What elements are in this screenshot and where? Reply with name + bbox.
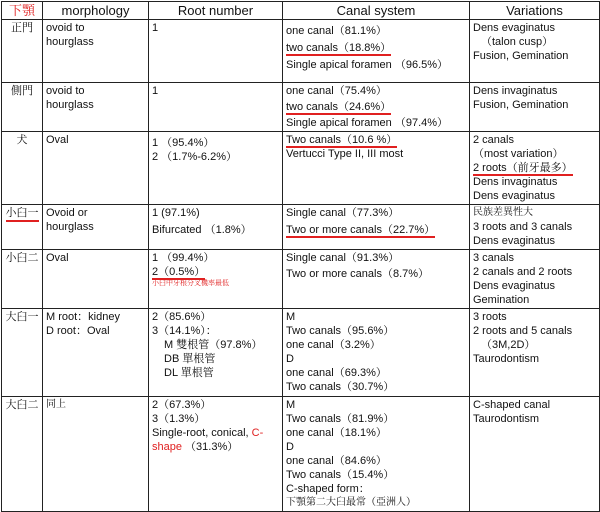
- root-text: 2（85.6%）: [152, 311, 212, 323]
- variation-text: 2 roots and 5 canals: [473, 325, 573, 337]
- variations-cell: [470, 132, 600, 205]
- tooth-label: 側門: [2, 83, 43, 132]
- canal-text: one canal（84.6%）: [286, 455, 387, 467]
- canal-text: D: [286, 441, 294, 453]
- root-annotation: 小臼中牙根分叉機率最低: [152, 280, 229, 287]
- canal-text: Two canals（30.7%）: [286, 381, 395, 393]
- morphology-text: Oval: [46, 252, 69, 264]
- header-morphology: morphology: [43, 2, 149, 20]
- morphology-text: D root：Oval: [46, 325, 110, 337]
- morphology-cell: [43, 20, 149, 83]
- canal-text: 下顎第二大臼最常（亞洲人）: [286, 497, 416, 508]
- canal-text: M: [286, 399, 296, 411]
- variation-text: 民族差異性大: [473, 207, 533, 218]
- variation-text: 3 canals: [473, 252, 514, 264]
- morphology-text: Oval: [46, 134, 69, 146]
- root-text: DB 單根管: [164, 353, 216, 365]
- canal-text: Single apical foramen （97.4%）: [286, 117, 449, 129]
- morphology-text: 同上: [46, 399, 66, 410]
- canal-text-highlighted: two canals（24.6%）: [286, 101, 392, 113]
- header-variations: Variations: [470, 2, 600, 20]
- morphology-cell: [43, 397, 149, 512]
- root-text: 1 （99.4%）: [152, 252, 215, 264]
- table-row: [2, 20, 600, 83]
- canal-text: C-shaped form：: [286, 483, 370, 495]
- header-jaw: 下顎: [2, 2, 43, 20]
- root-cell: [149, 309, 283, 397]
- canal-text-highlighted: Two or more canals（22.7%）: [286, 224, 436, 236]
- canal-cell: [283, 397, 470, 512]
- variations-cell: [470, 83, 600, 132]
- canal-text: one canal（69.3%）: [286, 367, 387, 379]
- variations-cell: [470, 397, 600, 512]
- root-text: 1 (97.1%): [152, 207, 200, 219]
- canal-text-highlighted: two canals（18.8%）: [286, 42, 392, 54]
- variation-text: Dens evaginatus: [473, 280, 555, 292]
- canal-text: Single canal（77.3%）: [286, 207, 400, 219]
- table-row: [2, 83, 600, 132]
- variation-text: Dens invaginatus: [473, 176, 558, 188]
- variation-text: Fusion, Gemination: [473, 99, 569, 111]
- canal-text: Single canal（91.3%）: [286, 252, 400, 264]
- root-text: DL 單根管: [164, 367, 214, 379]
- table-row: [2, 250, 600, 309]
- tooth-label: 大臼二: [2, 397, 43, 512]
- variation-text: Fusion, Gemination: [473, 50, 569, 62]
- root-text-highlighted: 2（0.5%）: [152, 266, 206, 278]
- root-text: 1 （95.4%）: [152, 137, 215, 149]
- root-text: 1: [152, 85, 159, 97]
- root-text: Bifurcated （1.8%）: [152, 224, 252, 236]
- variation-text: （most variation）: [473, 148, 564, 160]
- variation-text: Dens evaginatus: [473, 22, 555, 34]
- canal-text: one canal（18.1%）: [286, 427, 387, 439]
- root-text: 3（1.3%）: [152, 413, 206, 425]
- canal-text: one canal（81.1%）: [286, 25, 387, 37]
- variations-cell: [470, 20, 600, 83]
- canal-text: M: [286, 311, 296, 323]
- canal-cell: [283, 205, 470, 250]
- canal-cell: [283, 20, 470, 83]
- root-cell: [149, 250, 283, 309]
- variations-cell: [470, 309, 600, 397]
- morphology-cell: [43, 83, 149, 132]
- canal-text-highlighted: Two canals（10.6 %）: [286, 134, 398, 146]
- root-cell: [149, 205, 283, 250]
- canal-text: one canal（3.2%）: [286, 339, 381, 351]
- canal-cell: [283, 250, 470, 309]
- canal-text: Two canals（81.9%）: [286, 413, 395, 425]
- variation-text: C-shaped canal: [473, 399, 551, 411]
- variation-text: （talon cusp）: [481, 36, 554, 48]
- canal-cell: [283, 309, 470, 397]
- variation-text-highlighted: 2 roots（前牙最多）: [473, 162, 573, 174]
- header-row: [2, 2, 600, 20]
- root-text: 2（67.3%）: [152, 399, 212, 411]
- root-text-red: C-: [251, 427, 264, 439]
- root-text: （31.3%）: [185, 441, 239, 453]
- variation-text: Gemination: [473, 294, 530, 306]
- morphology-text: M root：kidney: [46, 311, 120, 323]
- morphology-cell: [43, 205, 149, 250]
- root-text-red: shape: [152, 441, 182, 453]
- tooth-label: [2, 205, 43, 250]
- tooth-label: 犬: [2, 132, 43, 205]
- morphology-text: ovoid to: [46, 85, 85, 97]
- dental-morphology-table: [1, 1, 600, 512]
- root-cell: [149, 20, 283, 83]
- root-cell: [149, 397, 283, 512]
- morphology-text: ovoid to: [46, 22, 85, 34]
- root-cell: [149, 132, 283, 205]
- tooth-label: 小臼二: [2, 250, 43, 309]
- canal-cell: [283, 83, 470, 132]
- variation-text: Dens evaginatus: [473, 190, 555, 202]
- canal-text: Two canals（15.4%）: [286, 469, 395, 481]
- variation-text: Dens invaginatus: [473, 85, 558, 97]
- table-row: [2, 205, 600, 250]
- table-row: [2, 132, 600, 205]
- variation-text: （3M,2D）: [481, 339, 536, 351]
- root-text: 2 （1.7%-6.2%）: [152, 151, 237, 163]
- header-root-number: Root number: [149, 2, 283, 20]
- tooth-label-underlined: 小臼一: [6, 206, 39, 222]
- canal-text: D: [286, 353, 294, 365]
- variation-text: 2 canals: [473, 134, 514, 146]
- variation-text: Taurodontism: [473, 353, 540, 365]
- morphology-cell: [43, 250, 149, 309]
- canal-text: Two or more canals（8.7%）: [286, 268, 430, 280]
- canal-text: Two canals（95.6%）: [286, 325, 395, 337]
- variation-text: Dens evaginatus: [473, 235, 555, 247]
- table-row: [2, 309, 600, 397]
- root-text: Single-root, conical,: [152, 427, 252, 439]
- tooth-label: 正門: [2, 20, 43, 83]
- variation-text: 2 canals and 2 roots: [473, 266, 573, 278]
- morphology-text: Ovoid or: [46, 207, 88, 219]
- variation-text: 3 roots: [473, 311, 507, 323]
- morphology-cell: [43, 309, 149, 397]
- variation-text: 3 roots and 3 canals: [473, 221, 573, 233]
- variation-text: Taurodontism: [473, 413, 540, 425]
- table-row: [2, 397, 600, 512]
- variations-cell: [470, 250, 600, 309]
- morphology-text: hourglass: [46, 36, 94, 48]
- morphology-text: hourglass: [46, 99, 94, 111]
- canal-text: Vertucci Type II, III most: [286, 148, 404, 160]
- root-text: 1: [152, 22, 159, 34]
- variations-cell: [470, 205, 600, 250]
- canal-cell: [283, 132, 470, 205]
- morphology-cell: [43, 132, 149, 205]
- root-cell: [149, 83, 283, 132]
- canal-text: Single apical foramen （96.5%）: [286, 59, 449, 71]
- morphology-text: hourglass: [46, 221, 94, 233]
- tooth-label: 大臼一: [2, 309, 43, 397]
- header-canal-system: Canal system: [283, 2, 470, 20]
- canal-text: one canal（75.4%）: [286, 85, 387, 97]
- root-text: M 雙根管（97.8%）: [164, 339, 263, 351]
- root-text: 3（14.1%）：: [152, 325, 217, 337]
